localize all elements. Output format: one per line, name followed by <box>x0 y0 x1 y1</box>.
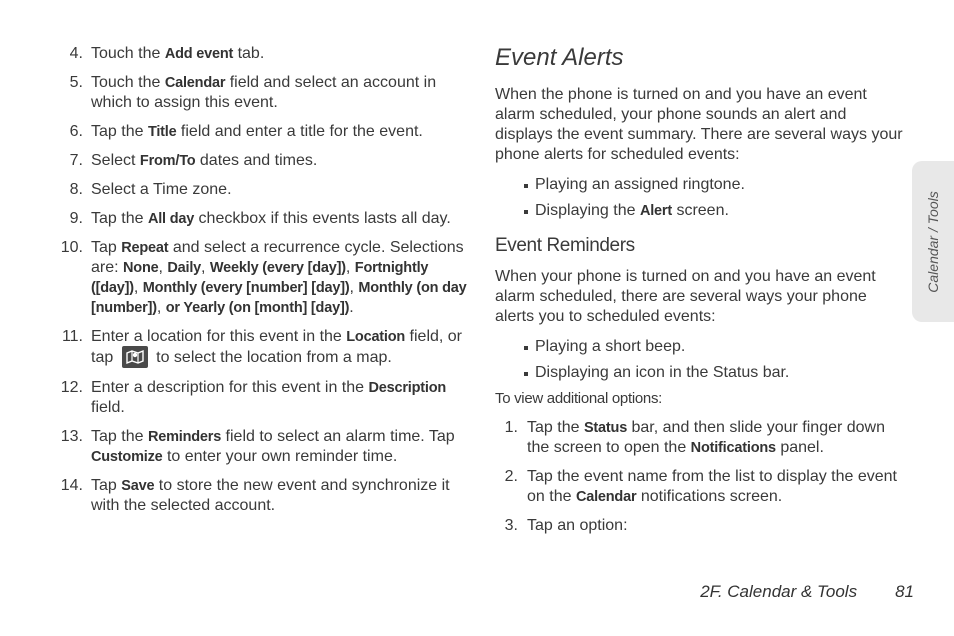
step-number: 1. <box>504 419 518 436</box>
left-steps-list <box>60 44 472 516</box>
ui-term: Title <box>147 124 177 140</box>
ui-term: Status <box>583 420 628 436</box>
step-text: Tap the Reminders field to select an alarm time. Tap Customize to enter your own reminder time. <box>91 428 455 465</box>
step-number: 8. <box>69 181 83 198</box>
page-footer <box>700 582 914 602</box>
ui-term: Monthly (on day [number]) <box>91 280 467 316</box>
ui-term: Description <box>368 380 447 396</box>
step-number: 2. <box>504 468 518 485</box>
step-number: 9. <box>69 210 83 227</box>
ui-term: Location <box>346 329 406 345</box>
ui-term: Daily <box>167 260 202 276</box>
bullet-text: Playing an assigned ringtone. <box>535 176 745 193</box>
section-side-tab <box>912 161 954 322</box>
reminder-bullets-list <box>495 337 907 383</box>
bullet-text: Displaying an icon in the Status bar. <box>535 364 790 381</box>
ui-term: All day <box>147 211 195 227</box>
map-location-icon <box>122 346 148 368</box>
step-number: 4. <box>69 45 83 62</box>
reminder-bullet-2 <box>524 363 907 383</box>
left-step-5 <box>60 180 472 200</box>
bullet-icon <box>524 210 528 214</box>
step-number: 7. <box>69 152 83 169</box>
step-text: Enter a location for this event in the Location field, or tap to select the location from a map. <box>91 328 463 367</box>
left-column <box>60 44 472 525</box>
step-text: Tap Repeat and select a recurrence cycle. Selections are: None, Daily, Weekly (every [day]), Fortnightly ([day]), Monthly (every [number] [day]), Monthly (on day [number]), or Yearly (on [month] [day]). <box>91 239 467 316</box>
ui-term: Reminders <box>147 429 222 445</box>
step-number: 11. <box>61 328 83 345</box>
step-number: 5. <box>69 74 83 91</box>
bullet-text: Displaying the Alert screen. <box>535 202 729 219</box>
left-step-4 <box>60 151 472 171</box>
step-text: Select a Time zone. <box>91 181 232 198</box>
step-text: Tap the event name from the list to display the event on the Calendar notifications screen. <box>527 468 897 505</box>
left-step-1 <box>60 44 472 64</box>
options-label: To view additional options: <box>495 390 663 407</box>
left-step-11 <box>60 476 472 516</box>
left-step-9 <box>60 378 472 418</box>
step-number: 6. <box>69 123 83 140</box>
ui-term: Calendar <box>575 489 637 505</box>
option-steps-list <box>495 418 907 536</box>
bullet-icon <box>524 184 528 188</box>
left-step-10 <box>60 427 472 467</box>
step-text: Tap the Title field and enter a title for the event. <box>91 123 423 140</box>
ui-term: Customize <box>91 449 163 465</box>
left-step-3 <box>60 122 472 142</box>
option-step-3 <box>495 516 907 536</box>
reminder-bullet-1 <box>524 337 907 357</box>
step-text: Tap the All day checkbox if this events lasts all day. <box>91 210 451 227</box>
left-step-2 <box>60 73 472 113</box>
step-number: 3. <box>504 517 518 534</box>
page-number: 81 <box>895 582 914 601</box>
ui-term: None <box>123 260 159 276</box>
bullet-icon <box>524 346 528 350</box>
left-step-8 <box>60 327 472 369</box>
step-text: Select From/To dates and times. <box>91 152 318 169</box>
ui-term: Notifications <box>690 440 776 456</box>
bullet-text: Playing a short beep. <box>535 338 686 355</box>
ui-term: Fortnightly ([day]) <box>91 260 429 296</box>
option-step-2 <box>495 467 907 507</box>
ui-term: Add event <box>164 46 234 62</box>
option-step-1 <box>495 418 907 458</box>
step-number: 14. <box>60 477 83 494</box>
step-text: Enter a description for this event in the Description field. <box>91 379 447 416</box>
step-text: Touch the Calendar field and select an account in which to assign this event. <box>91 74 437 111</box>
step-text: Tap Save to store the new event and synchronize it with the selected account. <box>91 477 450 514</box>
step-text: Tap an option: <box>527 517 628 534</box>
step-number: 13. <box>60 428 83 445</box>
ui-term: Calendar <box>164 75 226 91</box>
step-text: Tap the Status bar, and then slide your finger down the screen to open the Notifications panel. <box>527 419 886 456</box>
left-step-6 <box>60 209 472 229</box>
alert-bullet-1 <box>524 175 907 195</box>
event-alerts-heading: Event Alerts <box>495 44 624 71</box>
ui-term: Save <box>121 478 155 494</box>
left-step-7 <box>60 238 472 318</box>
ui-term: Monthly (every [number] [day]) <box>142 280 350 296</box>
right-column <box>495 44 907 545</box>
event-reminders-heading: Event Reminders <box>495 235 635 256</box>
step-text: Touch the Add event tab. <box>91 45 265 62</box>
footer-section: 2F. Calendar & Tools <box>700 582 858 601</box>
alert-bullets-list <box>495 175 907 221</box>
event-reminders-intro: When your phone is turned on and you have an event alarm scheduled, there are several ways your phone alerts you to scheduled events: <box>495 268 876 325</box>
ui-term: Alert <box>639 203 672 219</box>
ui-term: or Yearly (on [month] [day]) <box>165 300 350 316</box>
step-number: 10. <box>60 239 83 256</box>
ui-term: From/To <box>139 153 196 169</box>
ui-term: Weekly (every [day]) <box>209 260 346 276</box>
event-alerts-intro: When the phone is turned on and you have an event alarm scheduled, your phone sounds an alert and displays the event summary. There are several ways your phone alerts for scheduled events: <box>495 86 903 163</box>
ui-term: Repeat <box>121 240 169 256</box>
bullet-icon <box>524 372 528 376</box>
step-number: 12. <box>60 379 83 396</box>
alert-bullet-2 <box>524 201 907 221</box>
side-tab-label: Calendar / Tools <box>925 190 941 293</box>
